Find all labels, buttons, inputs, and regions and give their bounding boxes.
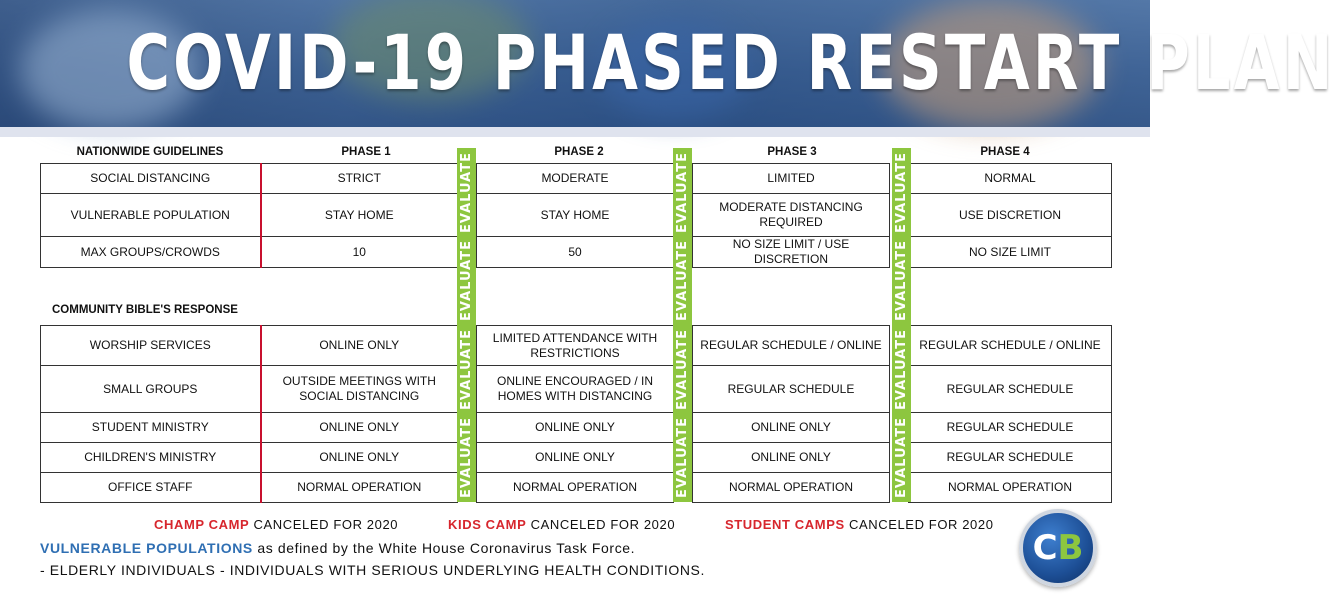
row-label-childrens-ministry: CHILDREN'S MINISTRY <box>41 443 261 473</box>
cell-value: LIMITED <box>693 164 890 194</box>
cell-value: REGULAR SCHEDULE <box>693 366 890 413</box>
cell-value: ONLINE ONLY <box>693 413 890 443</box>
cell-value: MODERATE DISTANCING REQUIRED <box>693 194 890 237</box>
evaluate-label: EVALUATE <box>894 417 909 499</box>
table-row <box>41 443 1112 473</box>
cell-value: OUTSIDE MEETINGS WITH SOCIAL DISTANCING <box>261 366 458 413</box>
cell-value: ONLINE ONLY <box>693 443 890 473</box>
evaluate-bar-2 <box>673 148 692 502</box>
guidelines-header: NATIONWIDE GUIDELINES <box>76 146 224 158</box>
cell-value: USE DISCRETION <box>909 194 1112 237</box>
banner-divider <box>0 127 1150 137</box>
cell-value: REGULAR SCHEDULE <box>909 366 1112 413</box>
evaluate-label: EVALUATE <box>894 328 909 410</box>
cell-value: REGULAR SCHEDULE <box>909 443 1112 473</box>
table-row <box>41 366 1112 413</box>
cell-value: NORMAL OPERATION <box>909 473 1112 503</box>
table-row <box>41 473 1112 503</box>
evaluate-label: EVALUATE <box>894 240 909 322</box>
camp-status: CANCELED FOR 2020 <box>530 517 676 532</box>
cell-value: NORMAL OPERATION <box>477 473 674 503</box>
cell-value: STAY HOME <box>261 194 458 237</box>
camp-notice-champ <box>154 517 398 532</box>
cell-value: 50 <box>477 237 674 268</box>
table-row <box>41 237 1112 268</box>
vulnerable-definition <box>40 540 635 556</box>
evaluate-label: EVALUATE <box>459 328 474 410</box>
table-row <box>41 164 1112 194</box>
cell-value: REGULAR SCHEDULE / ONLINE <box>909 326 1112 366</box>
phase-1-header: PHASE 1 <box>341 146 391 158</box>
table-row <box>41 326 1112 366</box>
cell-value: NORMAL OPERATION <box>261 473 458 503</box>
cell-value: STAY HOME <box>477 194 674 237</box>
phase-2-header: PHASE 2 <box>554 146 604 158</box>
camp-status: CANCELED FOR 2020 <box>848 517 994 532</box>
cell-value: NORMAL OPERATION <box>693 473 890 503</box>
evaluate-label: EVALUATE <box>675 240 690 322</box>
cell-value: 10 <box>261 237 458 268</box>
row-label-office-staff: OFFICE STAFF <box>41 473 261 503</box>
cell-value: ONLINE ONLY <box>477 443 674 473</box>
evaluate-bar-1 <box>457 148 476 502</box>
vulnerable-definition-text: as defined by the White House Coronavirus Task Force. <box>257 540 636 556</box>
evaluate-bar-3 <box>892 148 911 502</box>
cell-value: MODERATE <box>477 164 674 194</box>
camp-notice-kids <box>448 517 675 532</box>
response-header: COMMUNITY BIBLE'S RESPONSE <box>52 304 238 316</box>
evaluate-label: EVALUATE <box>459 151 474 233</box>
cell-value: LIMITED ATTENDANCE WITH RESTRICTIONS <box>477 326 674 366</box>
evaluate-label: EVALUATE <box>459 417 474 499</box>
cell-value: ONLINE ONLY <box>261 326 458 366</box>
vulnerable-groups: - ELDERLY INDIVIDUALS - INDIVIDUALS WITH SERIOUS UNDERLYING HEALTH CONDITIONS. <box>40 562 705 578</box>
camp-name: STUDENT CAMPS <box>725 517 845 532</box>
row-label-social-distancing: SOCIAL DISTANCING <box>41 164 261 194</box>
cell-value: NO SIZE LIMIT <box>909 237 1112 268</box>
camp-status: CANCELED FOR 2020 <box>253 517 399 532</box>
evaluate-label: EVALUATE <box>675 151 690 233</box>
cell-value: ONLINE ONLY <box>261 443 458 473</box>
evaluate-label: EVALUATE <box>675 417 690 499</box>
camp-notice-student <box>725 517 994 532</box>
row-label-student-ministry: STUDENT MINISTRY <box>41 413 261 443</box>
guidelines-table <box>40 163 1112 268</box>
evaluate-label: EVALUATE <box>675 328 690 410</box>
cell-value: STRICT <box>261 164 458 194</box>
table-row <box>41 194 1112 237</box>
page-title: COVID-19 PHASED RESTART PLAN <box>126 18 1335 107</box>
church-logo <box>1019 509 1097 587</box>
header-banner <box>0 0 1335 127</box>
cell-value: REGULAR SCHEDULE <box>909 413 1112 443</box>
evaluate-label: EVALUATE <box>459 240 474 322</box>
table-row <box>41 413 1112 443</box>
row-label-small-groups: SMALL GROUPS <box>41 366 261 413</box>
logo-letter-b: B <box>1057 528 1084 568</box>
row-label-max-groups: MAX GROUPS/CROWDS <box>41 237 261 268</box>
camp-name: KIDS CAMP <box>448 517 527 532</box>
evaluate-label: EVALUATE <box>894 151 909 233</box>
cell-value: NO SIZE LIMIT / USE DISCRETION <box>693 237 890 268</box>
cell-value: ONLINE ENCOURAGED / IN HOMES WITH DISTANCING <box>477 366 674 413</box>
row-label-vulnerable-population: VULNERABLE POPULATION <box>41 194 261 237</box>
cell-value: ONLINE ONLY <box>261 413 458 443</box>
row-label-worship-services: WORSHIP SERVICES <box>41 326 261 366</box>
cell-value: ONLINE ONLY <box>477 413 674 443</box>
response-table <box>40 325 1112 503</box>
cell-value: NORMAL <box>909 164 1112 194</box>
phase-4-header: PHASE 4 <box>980 146 1030 158</box>
cell-value: REGULAR SCHEDULE / ONLINE <box>693 326 890 366</box>
logo-letter-c: C <box>1032 528 1058 568</box>
camp-name: CHAMP CAMP <box>154 517 250 532</box>
phase-3-header: PHASE 3 <box>767 146 817 158</box>
vulnerable-term: VULNERABLE POPULATIONS <box>40 540 253 556</box>
